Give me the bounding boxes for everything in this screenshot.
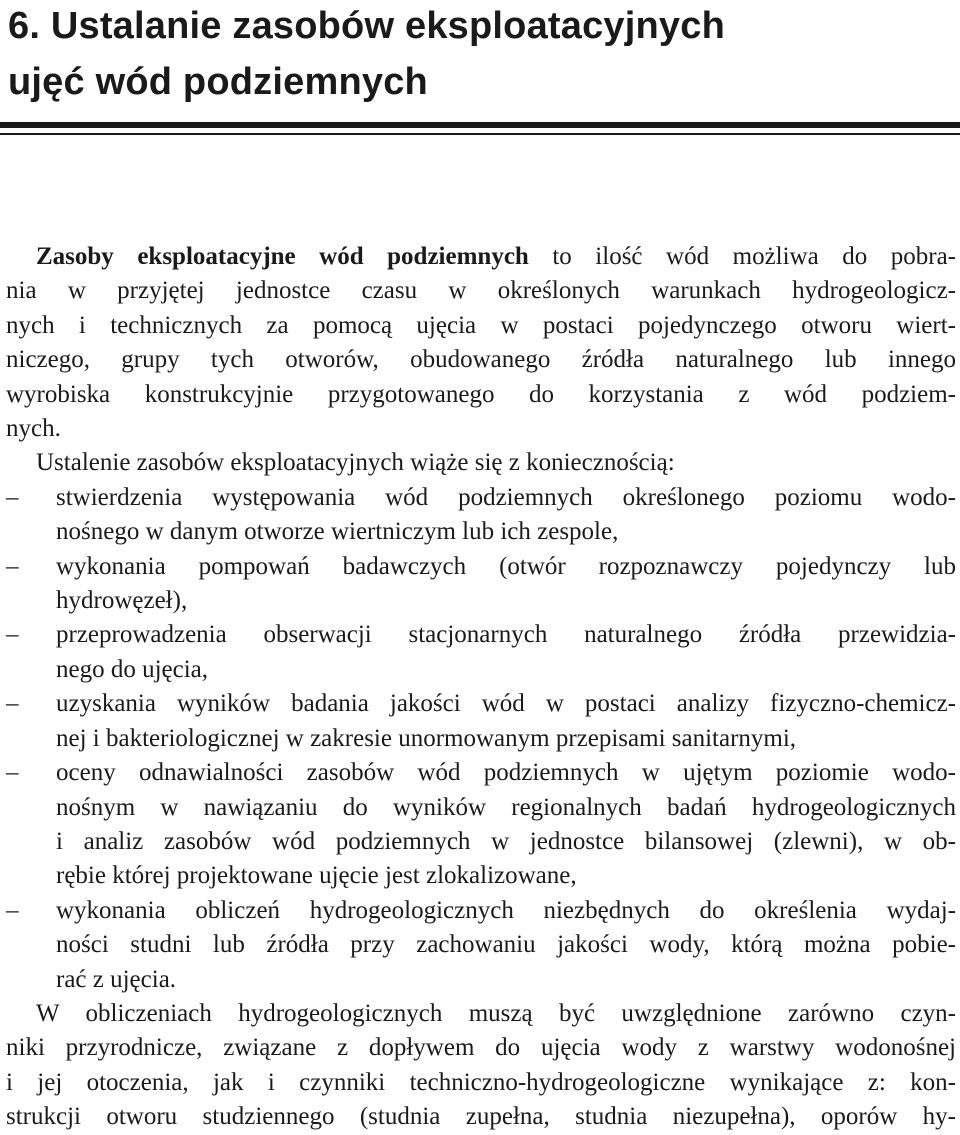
definition-paragraph xyxy=(6,240,956,446)
requirement-line xyxy=(6,894,956,928)
requirement-line: nej i bakteriologicznej w zakresie unormowanym przepisami sanitarnymi, xyxy=(56,724,797,752)
list-dash: – xyxy=(6,621,19,649)
requirement-item xyxy=(6,550,956,619)
chapter-title xyxy=(8,0,948,110)
requirement-text: wykonania pompowań badawczych (otwór rozpoznawczy pojedynczy lub xyxy=(56,552,956,580)
chapter-title-line: 6. Ustalanie zasobów eksploatacyjnych xyxy=(8,5,726,47)
requirement-text: wykonania obliczeń hydrogeologicznych niezbędnych do określenia wydaj- xyxy=(56,896,956,924)
paragraph-line: strukcji otworu studziennego (studnia zupełna, studnia niezupełna), oporów hy- xyxy=(6,1103,956,1131)
chapter-title-line: ujęć wód podziemnych xyxy=(8,61,428,103)
requirement-line xyxy=(6,687,956,721)
title-rule-thin xyxy=(0,133,960,135)
paragraph-line: wyrobiska konstrukcyjnie przygotowanego do korzystania z wód podziem- xyxy=(6,380,956,408)
defined-term: Zasoby eksploatacyjne wód podziemnych xyxy=(36,243,529,270)
calculations-paragraph xyxy=(6,997,956,1135)
requirement-text: uzyskania wyników badania jakości wód w postaci analizy fizyczno-chemicz- xyxy=(56,690,956,718)
requirement-line: rębie której projektowane ujęcie jest zlokalizowane, xyxy=(56,862,577,890)
requirement-text: przeprowadzenia obserwacji stacjonarnych naturalnego źródła przewidzia- xyxy=(56,621,956,649)
requirement-item xyxy=(6,481,956,550)
requirement-line: nego do ujęcia, xyxy=(56,655,209,683)
title-rule-thick xyxy=(0,122,960,128)
definition-text: to ilość wód możliwa do pobra- xyxy=(528,243,956,270)
requirement-line xyxy=(6,756,956,790)
requirement-text: stwierdzenia występowania wód podziemnych określonego poziomu wodo- xyxy=(56,483,956,511)
requirements-list xyxy=(6,481,956,997)
paragraph-line: niczego, grupy tych otworów, obudowanego źródła naturalnego lub innego xyxy=(6,346,956,374)
requirement-line: ności studni lub źródła przy zachowaniu jakości wody, którą można pobie- xyxy=(56,931,956,959)
list-dash: – xyxy=(6,759,19,787)
paragraph-line: niki przyrodnicze, związane z dopływem do ujęcia wody z warstwy wodonośnej xyxy=(6,1034,956,1062)
paragraph-line: i jej otoczenia, jak i czynniki techniczno-hydrogeologiczne wynikające z: kon- xyxy=(6,1068,956,1096)
requirements-intro: Ustalenie zasobów eksploatacyjnych wiąże się z koniecznością: xyxy=(36,449,675,477)
body-text xyxy=(6,240,956,1135)
requirement-line: nośnym w nawiązaniu do wyników regionalnych badań hydrogeologicznych xyxy=(56,793,956,821)
requirement-item xyxy=(6,756,956,894)
list-dash: – xyxy=(6,483,19,511)
paragraph-line: W obliczeniach hydrogeologicznych muszą być uwzględnione zarówno czyn- xyxy=(36,999,956,1027)
requirement-item xyxy=(6,618,956,687)
list-dash: – xyxy=(6,690,19,718)
requirement-line: rać z ujęcia. xyxy=(56,965,177,993)
list-dash: – xyxy=(6,552,19,580)
paragraph-line: nych. xyxy=(6,415,61,443)
paragraph-line xyxy=(6,240,956,274)
requirement-line: nośnego w danym otworze wiertniczym lub ich zespole, xyxy=(56,518,619,546)
requirement-line xyxy=(6,481,956,515)
requirement-line: i analiz zasobów wód podziemnych w jednostce bilansowej (zlewni), w ob- xyxy=(56,827,956,855)
paragraph-line: nych i technicznych za pomocą ujęcia w postaci pojedynczego otworu wiert- xyxy=(6,311,956,339)
list-dash: – xyxy=(6,896,19,924)
requirement-text: oceny odnawialności zasobów wód podziemnych w ujętym poziomie wodo- xyxy=(56,759,956,787)
requirement-item xyxy=(6,894,956,997)
requirement-line xyxy=(6,550,956,584)
paragraph-line: nia w przyjętej jednostce czasu w określonych warunkach hydrogeologicz- xyxy=(6,277,956,305)
requirement-item xyxy=(6,687,956,756)
requirements-section xyxy=(6,446,956,997)
requirement-line: hydrowęzeł), xyxy=(56,587,188,615)
requirement-line xyxy=(6,618,956,652)
